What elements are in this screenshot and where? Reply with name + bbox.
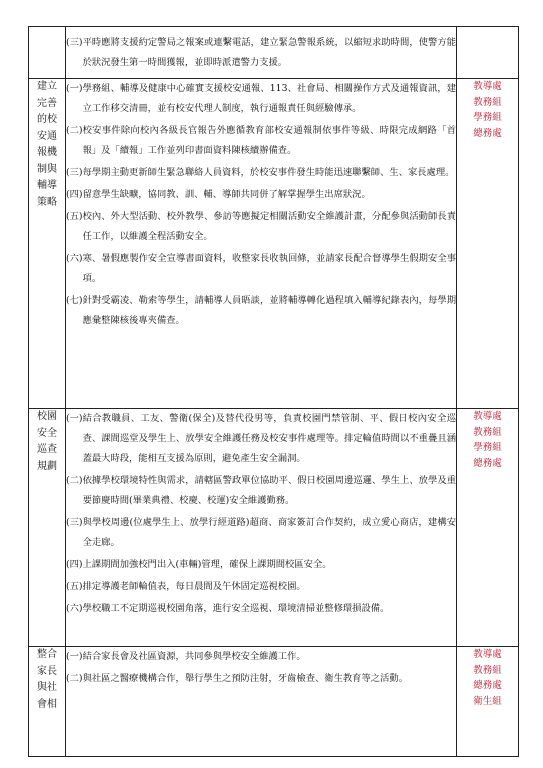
category-text: 制與 bbox=[37, 163, 57, 175]
item-number: (二) bbox=[66, 475, 83, 486]
item-number: (一) bbox=[66, 83, 83, 94]
category-text: 安全 bbox=[37, 427, 57, 439]
item-text: 留意學生缺曠，協同教、訓、輔、導師共同併了解掌握學生出席狀況。 bbox=[82, 189, 371, 200]
item-text: 上課期間加強校門出入(車輛)管理，確保上課期間校區安全。 bbox=[82, 559, 332, 570]
category-text: 整合 bbox=[37, 649, 57, 660]
item-text: 平時應將支援約定警局之報案或連繫電話，建立緊急警報系統，以縮短求助時間，使警方能於狀況發生第一時間獲報，並即時派遣警力支援。 bbox=[82, 37, 456, 68]
responsible-unit: 總務處 bbox=[473, 680, 502, 691]
item-text: 寒、暑假應製作安全宣導書面資料，收整家長收執回條，並請家長配合督導學生假期安全事項。 bbox=[82, 253, 456, 284]
item-number: (六) bbox=[66, 253, 83, 264]
strategy-items-cell bbox=[66, 27, 457, 79]
table-row bbox=[29, 409, 519, 647]
category-text: 規劃 bbox=[37, 460, 57, 472]
category-text: 策略 bbox=[37, 196, 57, 208]
item-number: (四) bbox=[66, 559, 83, 570]
item-text: 結合家長會及社區資源，共同參與學校安全維護工作。 bbox=[82, 651, 306, 662]
category-text: 輔導 bbox=[37, 180, 57, 191]
strategy-item bbox=[66, 207, 456, 247]
category-text: 報機 bbox=[37, 147, 57, 158]
item-text: 學校職工不定期巡視校園角落，進行安全巡視、環境清掃並整修環損設備。 bbox=[82, 603, 390, 614]
strategy-item bbox=[66, 249, 456, 289]
responsible-unit: 總務處 bbox=[473, 457, 502, 469]
category-cell bbox=[29, 409, 66, 647]
strategy-item bbox=[66, 555, 456, 575]
item-number: (一) bbox=[66, 413, 83, 424]
responsible-unit: 教務組 bbox=[473, 96, 502, 108]
strategy-item bbox=[66, 577, 456, 597]
category-text: 完善 bbox=[37, 97, 57, 109]
item-text: 學務組、輔導及健康中心確實支援校安通報、113、社會局、相關操作方式及通報資訊，建立工作移交清冊，並有校安代理人制度，執行通報責任與經驗傳承。 bbox=[82, 83, 456, 114]
item-text: 與學校周邊(位處學生上、放學行經道路)超商、商家簽訂合作契約，成立愛心商店，建構安全走廊。 bbox=[82, 517, 456, 548]
table-row bbox=[29, 27, 519, 79]
category-text: 會相 bbox=[37, 698, 57, 710]
category-text: 與社 bbox=[37, 682, 57, 693]
item-number: (五) bbox=[66, 581, 83, 592]
item-text: 與社區之醫療機構合作，舉行學生之預防注射，牙齒檢查、衛生教育等之活動。 bbox=[82, 673, 408, 684]
item-text: 校安事件除向校內各級長官報告外應循教育部校安通報制依事件等級、時限完成網路「首報」及「續報」工作並列印書面資料陳核續辦備查。 bbox=[82, 125, 456, 156]
item-number: (四) bbox=[66, 189, 83, 200]
responsible-unit: 學務組 bbox=[473, 112, 502, 123]
item-number: (一) bbox=[66, 651, 83, 662]
category-text: 校園 bbox=[37, 411, 57, 422]
item-text: 排定導護老師輪值表，每日晨間及午休固定巡視校園。 bbox=[82, 581, 306, 592]
strategy-item bbox=[66, 409, 456, 469]
strategy-item bbox=[66, 599, 456, 619]
strategy-items-cell bbox=[66, 409, 457, 647]
responsible-unit: 總務處 bbox=[473, 127, 502, 139]
item-number: (三) bbox=[66, 517, 83, 528]
strategy-item bbox=[66, 513, 456, 553]
responsible-unit: 衛生組 bbox=[473, 695, 502, 707]
category-text: 家長 bbox=[37, 665, 57, 677]
table-body bbox=[29, 27, 519, 757]
strategy-item bbox=[66, 669, 456, 689]
item-number: (二) bbox=[66, 673, 83, 684]
item-number: (五) bbox=[66, 211, 83, 222]
item-number: (二) bbox=[66, 125, 83, 136]
table-row bbox=[29, 647, 519, 757]
item-number: (七) bbox=[66, 295, 83, 306]
category-cell bbox=[29, 27, 66, 79]
responsible-unit: 教務組 bbox=[473, 426, 502, 438]
strategy-item bbox=[66, 471, 456, 511]
category-text: 建立 bbox=[37, 81, 57, 92]
category-text: 安通 bbox=[37, 130, 57, 142]
responsible-unit: 教導處 bbox=[473, 649, 502, 660]
item-text: 針對受霸凌、勒索等學生，請輔導人員晤談，並將輔導轉化過程填入輔導紀錄表內，每學期應彙整陳核後專夾備查。 bbox=[82, 295, 456, 326]
responsible-units-cell bbox=[457, 647, 519, 757]
strategy-item bbox=[66, 647, 456, 667]
strategy-item bbox=[66, 33, 456, 73]
strategy-items-cell bbox=[66, 647, 457, 757]
item-number: (六) bbox=[66, 603, 83, 614]
item-text: 結合教職員、工友、警衛(保全)及替代役男等，負責校園門禁管制、平、假日校內安全巡查、課間巡堂及學生上、放學安全維護任務及校安事件處理等。排定輪值時間以不重疊且涵蓋最大時段，能相互支援為原則，避免產生安全漏洞。 bbox=[82, 413, 456, 464]
responsible-units-cell bbox=[457, 409, 519, 647]
responsible-unit: 教導處 bbox=[473, 411, 502, 422]
item-number: (三) bbox=[66, 37, 83, 48]
strategy-item bbox=[66, 291, 456, 331]
responsible-unit: 教導處 bbox=[473, 81, 502, 92]
strategy-item bbox=[66, 185, 456, 205]
responsible-unit: 學務組 bbox=[473, 442, 502, 453]
category-text: 巡查 bbox=[37, 444, 57, 455]
strategy-item bbox=[66, 79, 456, 119]
safety-plan-table bbox=[28, 26, 519, 757]
item-text: 每學期主動更新師生緊急聯絡人員資料，於校安事件發生時能迅速聯繫師、生、家長處理。 bbox=[82, 167, 455, 178]
item-text: 校內、外大型活動、校外教學、參訪等應擬定相關活動安全維護計畫，分配參與活動師長責任工作，以維護全程活動安全。 bbox=[82, 211, 456, 242]
responsible-units-cell bbox=[457, 79, 519, 409]
strategy-item bbox=[66, 163, 456, 183]
responsible-units-cell bbox=[457, 27, 519, 79]
responsible-unit: 教務組 bbox=[473, 664, 502, 676]
strategy-items-cell bbox=[66, 79, 457, 409]
category-text: 的校 bbox=[37, 114, 57, 125]
category-cell bbox=[29, 647, 66, 757]
item-text: 依據學校環境特性與需求，請轄區警政單位協助平、假日校園周邊巡邏、學生上、放學及重要節慶時間(畢業典禮、校慶、校運)安全維護勤務。 bbox=[82, 475, 456, 506]
table-row bbox=[29, 79, 519, 409]
item-number: (三) bbox=[66, 167, 83, 178]
category-cell bbox=[29, 79, 66, 409]
strategy-item bbox=[66, 121, 456, 161]
